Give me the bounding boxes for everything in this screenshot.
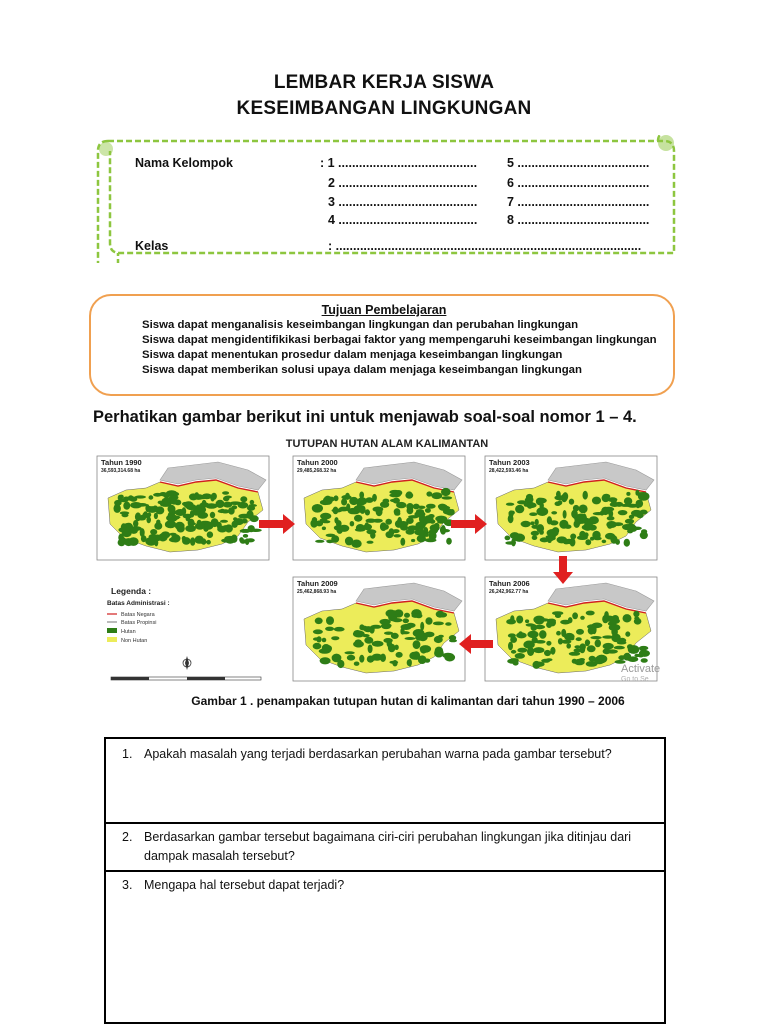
scale-bar <box>111 677 261 680</box>
map-panel <box>293 577 465 681</box>
legend-item: Non Hutan <box>121 638 148 644</box>
objective-item: Siswa dapat menentukan prosedur dalam menjaga keseimbangan lingkungan <box>142 349 563 361</box>
worksheet-subtitle: KESEIMBANGAN LINGKUNGAN <box>236 98 532 119</box>
objective-item: Siswa dapat memberikan solusi upaya dalam menjaga keseimbangan lingkungan <box>142 364 582 376</box>
question-box-2[interactable] <box>104 822 666 872</box>
figure-caption: Gambar 1 . penampakan tutupan hutan di kalimantan dari tahun 1990 – 2006 <box>191 694 625 708</box>
member-6-field[interactable]: 6 ...................................... <box>507 176 650 190</box>
map-area-label: 29,485,268.32 ha <box>297 468 337 474</box>
legend-title: Legenda : <box>111 586 152 596</box>
question-number: 1. <box>122 747 133 761</box>
member-2-field[interactable]: 2 ........................................ <box>328 176 478 190</box>
map-year-label: Tahun 2006 <box>489 579 530 588</box>
watermark-subtext: Go to Se <box>621 676 649 683</box>
watermark-text: Activate <box>621 663 661 675</box>
map-panel <box>97 456 269 560</box>
figure-title: TUTUPAN HUTAN ALAM KALIMANTAN <box>285 438 489 450</box>
map-legend <box>107 586 261 680</box>
legend-item: Batas Propinsi <box>121 620 157 626</box>
forest-cover-figure <box>93 434 682 687</box>
legend-item: Batas Negara <box>121 612 155 618</box>
map-area-label: 26,242,962.77 ha <box>489 589 529 595</box>
question-box-1[interactable] <box>104 737 666 824</box>
member-7-field[interactable]: 7 ...................................... <box>507 195 650 209</box>
class-label: Kelas <box>135 239 169 253</box>
map-panel <box>485 456 657 560</box>
objective-item: Siswa dapat mengidentifikikasi berbagai faktor yang mempengaruhi keseimbangan lingkungan <box>142 334 657 346</box>
question-box-3[interactable] <box>104 870 666 1024</box>
question-text: Mengapa hal tersebut dapat terjadi? <box>144 878 345 892</box>
map-year-label: Tahun 2009 <box>297 579 338 588</box>
member-4-field[interactable]: 4 ........................................ <box>328 213 478 227</box>
question-text: Apakah masalah yang terjadi berdasarkan perubahan warna pada gambar tersebut? <box>144 747 612 761</box>
member-1-field[interactable]: : 1 ........................................ <box>320 156 477 170</box>
member-8-field[interactable]: 8 ...................................... <box>507 213 650 227</box>
objective-item: Siswa dapat menganalisis keseimbangan lingkungan dan perubahan lingkungan <box>142 319 579 331</box>
map-panel <box>293 456 465 560</box>
map-year-label: Tahun 2000 <box>297 458 338 467</box>
map-area-label: 28,422,593.46 ha <box>489 468 529 474</box>
map-area-label: 25,462,868.93 ha <box>297 589 337 595</box>
map-area-label: 36,593,314.68 ha <box>101 468 141 474</box>
instruction-text: Perhatikan gambar berikut ini untuk menjawab soal-soal nomor 1 – 4. <box>93 408 637 426</box>
question-text: Berdasarkan gambar tersebut bagaimana ciri-ciri perubahan lingkungan jika ditinjau dari dampak masalah tersebut? <box>144 830 632 863</box>
map-year-label: Tahun 2003 <box>489 458 530 467</box>
legend-item: Hutan <box>121 629 136 635</box>
group-name-label: Nama Kelompok <box>135 156 233 170</box>
question-number: 2. <box>122 830 133 844</box>
class-field[interactable]: : ........................................................................................ <box>328 239 642 253</box>
member-5-field[interactable]: 5 ...................................... <box>507 156 650 170</box>
compass-icon <box>183 656 191 670</box>
question-number: 3. <box>122 878 133 892</box>
legend-subtitle: Batas Administrasi : <box>107 600 170 607</box>
worksheet-title: LEMBAR KERJA SISWA <box>273 72 495 93</box>
map-year-label: Tahun 1990 <box>101 458 142 467</box>
member-3-field[interactable]: 3 ........................................ <box>328 195 478 209</box>
objectives-title: Tujuan Pembelajaran <box>321 303 447 317</box>
